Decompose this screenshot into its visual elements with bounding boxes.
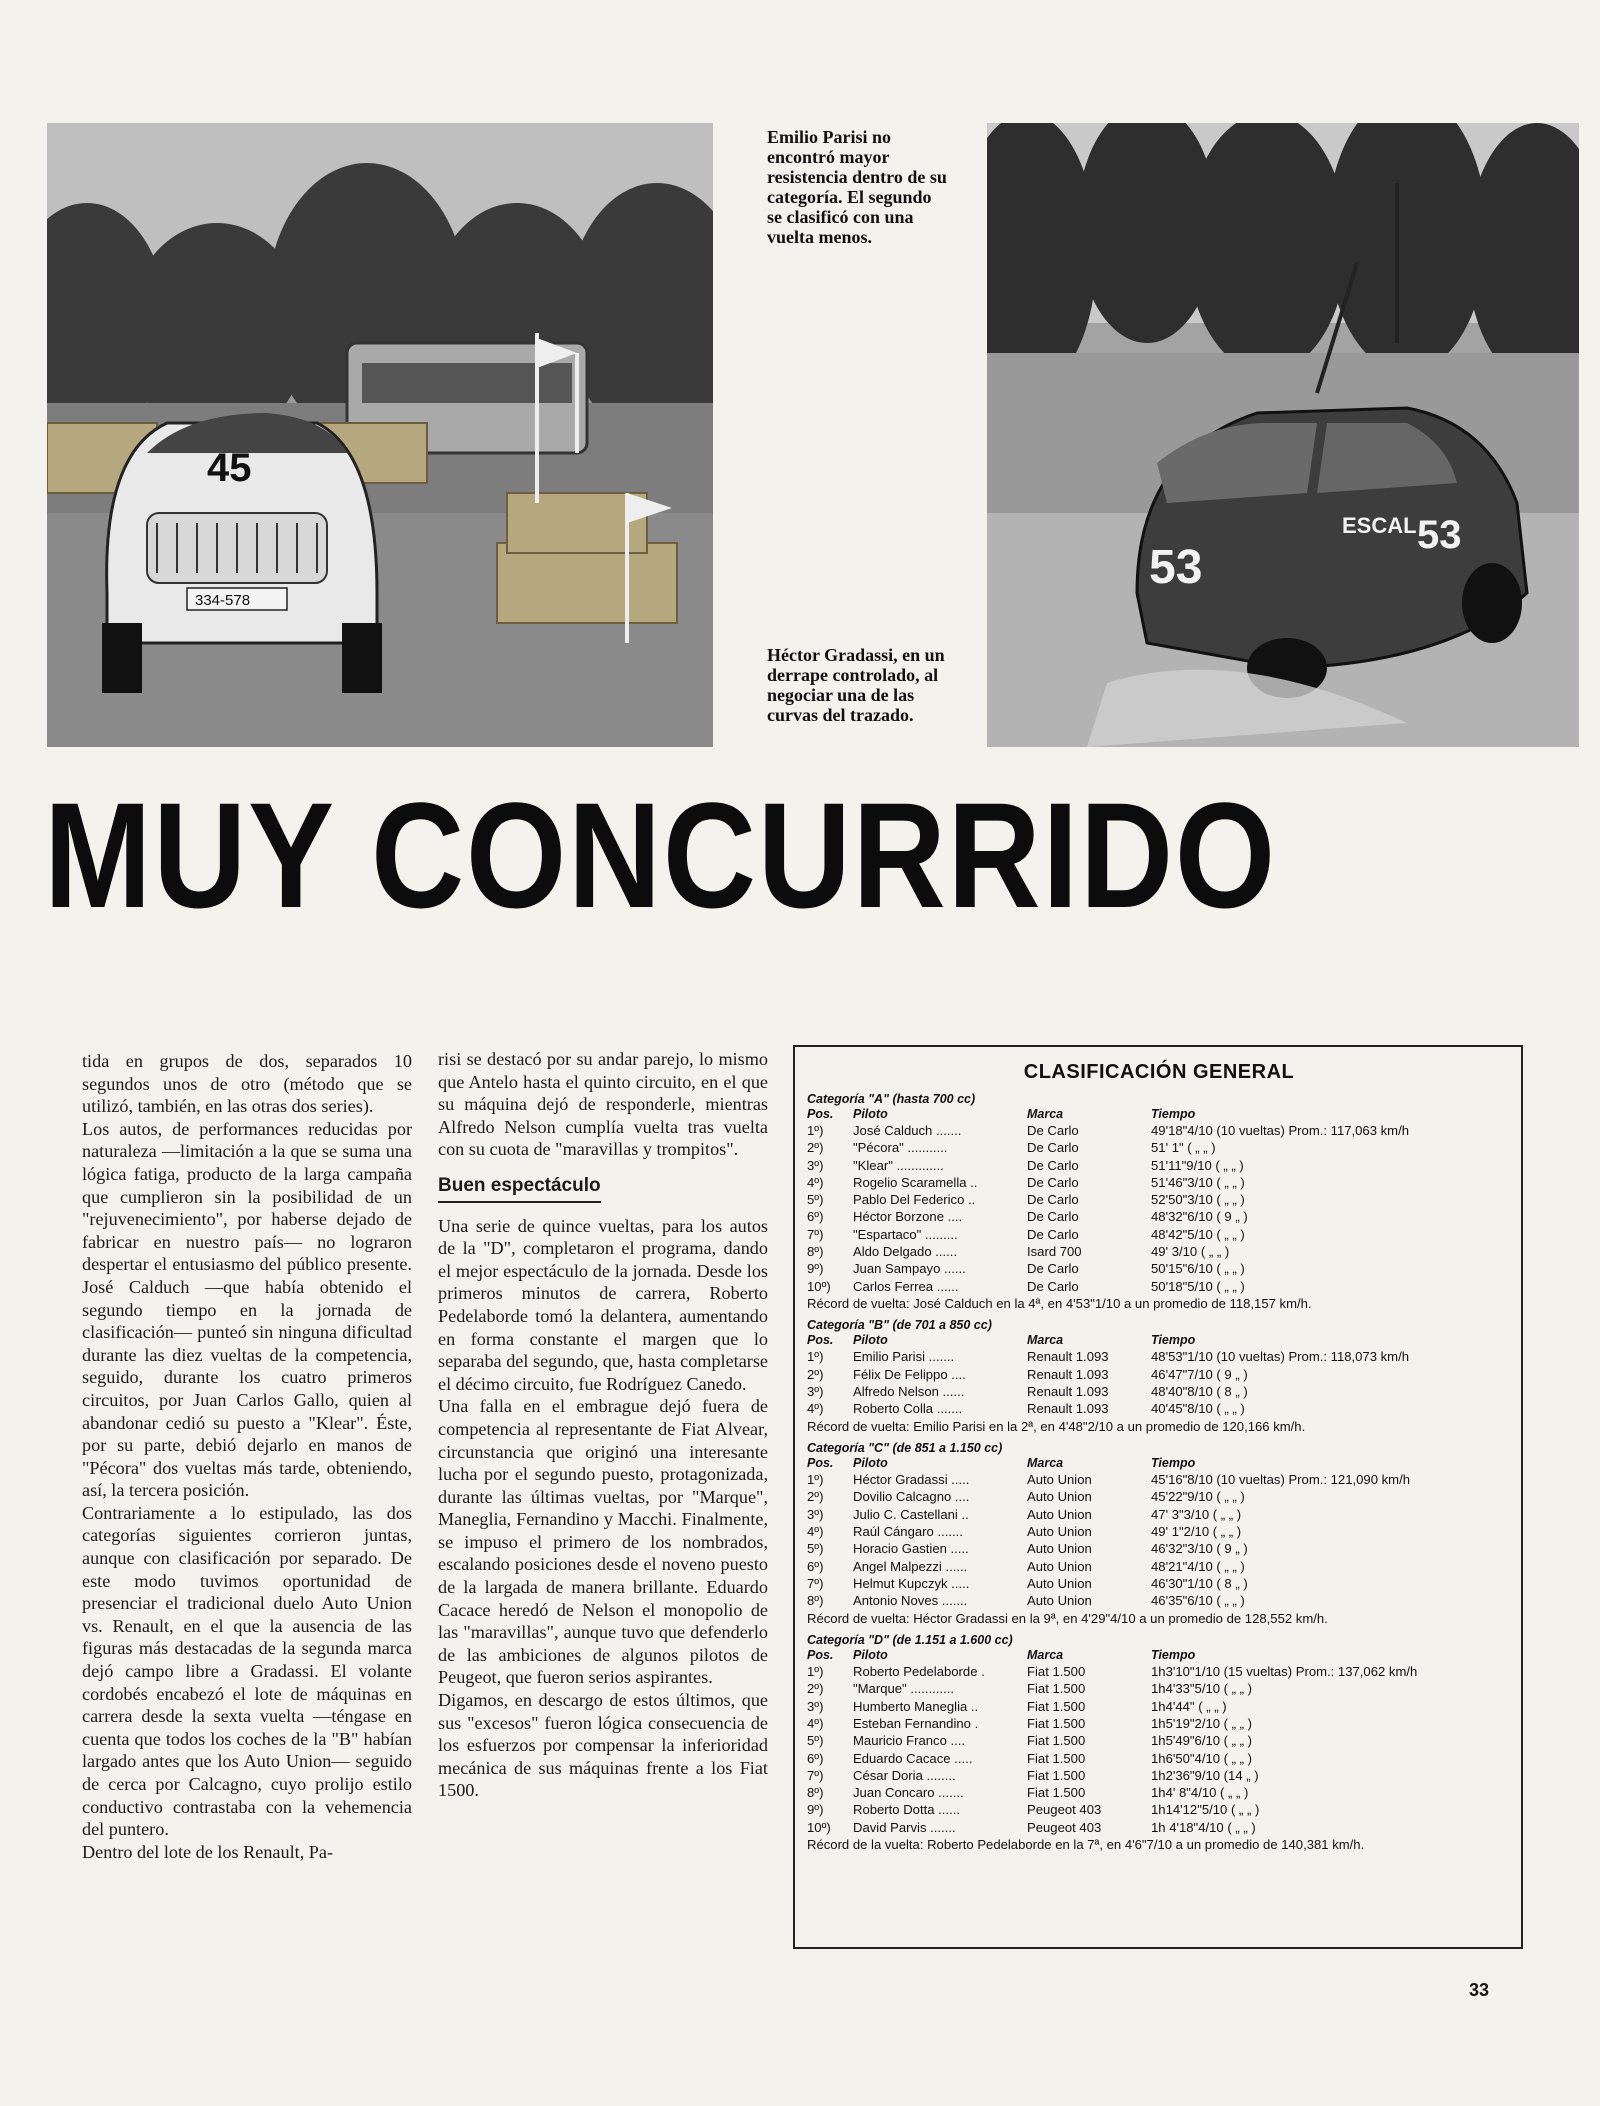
classification-box bbox=[793, 1045, 1523, 1949]
cell-tiempo: 1h3'10"1/10 (15 vueltas) Prom.: 137,062 km/h bbox=[1151, 1664, 1418, 1680]
cell-tiempo: 51'46"3/10 ( „ „ ) bbox=[1151, 1174, 1245, 1190]
cell-marca: Peugeot 403 bbox=[1027, 1802, 1102, 1818]
cell-pos: 8º) bbox=[807, 1593, 824, 1609]
paragraph: risi se destacó por su andar parejo, lo mismo que Antelo hasta el quinto circuito, en el que su máquina dejó de responderle, mientras Alfredo Nelson cumplía vuelta tras vuelta con su cuota de "maravillas y trompitos". bbox=[438, 1049, 768, 1160]
door-lettering: ESCAL bbox=[1342, 513, 1417, 538]
cell-piloto: José Calduch ....... bbox=[853, 1123, 962, 1138]
cell-tiempo: 48'40"8/10 ( 8 „ ) bbox=[1151, 1384, 1248, 1400]
cell-pos: 8º) bbox=[807, 1244, 824, 1260]
classification-title: CLASIFICACIÓN GENERAL bbox=[1023, 1061, 1295, 1083]
cell-marca: Fiat 1.500 bbox=[1027, 1681, 1086, 1697]
category-heading: Categoría "B" (de 701 a 850 cc) bbox=[807, 1318, 992, 1333]
cell-tiempo: 1h5'19"2/10 ( „ „ ) bbox=[1151, 1715, 1253, 1731]
header-tiempo: Tiempo bbox=[1151, 1333, 1196, 1348]
paragraph: Digamos, en descargo de estos últimos, que sus "excesos" fueron lógica consecuencia de los esfuerzos por compensar la inferioridad mecánica de sus máquinas frente a los Fiat 1500. bbox=[438, 1690, 768, 1801]
cell-tiempo: 50'15"6/10 ( „ „ ) bbox=[1151, 1261, 1245, 1277]
cell-pos: 7º) bbox=[807, 1226, 824, 1242]
cell-tiempo: 46'35"6/10 ( „ „ ) bbox=[1151, 1593, 1245, 1609]
table-row bbox=[807, 1260, 1511, 1277]
cell-pos: 5º) bbox=[807, 1733, 824, 1749]
cell-piloto: Carlos Ferrea ...... bbox=[853, 1278, 959, 1294]
table-row bbox=[807, 1139, 1511, 1156]
cell-pos: 7º) bbox=[807, 1767, 824, 1783]
paragraph: Dentro del lote de los Renault, Pa- bbox=[82, 1841, 334, 1862]
cell-marca: De Carlo bbox=[1027, 1226, 1079, 1242]
cell-marca: De Carlo bbox=[1027, 1278, 1079, 1294]
subhead: Buen espectáculo bbox=[438, 1175, 601, 1203]
table-row bbox=[807, 1157, 1511, 1174]
table-header bbox=[807, 1455, 1511, 1471]
cell-tiempo: 51' 1" ( „ „ ) bbox=[1151, 1140, 1216, 1156]
cell-pos: 1º) bbox=[807, 1123, 824, 1138]
cell-pos: 1º) bbox=[807, 1472, 824, 1488]
cell-marca: Auto Union bbox=[1027, 1575, 1092, 1591]
table-row bbox=[807, 1278, 1511, 1295]
cell-marca: Renault 1.093 bbox=[1027, 1349, 1109, 1365]
cell-marca: De Carlo bbox=[1027, 1174, 1079, 1190]
cell-piloto: Antonio Noves ....... bbox=[853, 1593, 968, 1609]
cell-pos: 10º) bbox=[807, 1819, 831, 1835]
cell-pos: 4º) bbox=[807, 1174, 824, 1190]
cell-tiempo: 1h4' 8"4/10 ( „ „ ) bbox=[1151, 1785, 1249, 1801]
cell-tiempo: 1h4'33"5/10 ( „ „ ) bbox=[1151, 1681, 1253, 1697]
header-piloto: Piloto bbox=[853, 1456, 888, 1471]
cell-tiempo: 49'18"4/10 (10 vueltas) Prom.: 117,063 km/h bbox=[1151, 1123, 1410, 1138]
table-row bbox=[807, 1680, 1511, 1697]
classification-category bbox=[807, 1318, 1511, 1435]
table-row bbox=[807, 1540, 1511, 1557]
classification-categories bbox=[807, 1092, 1511, 1854]
cell-pos: 9º) bbox=[807, 1261, 824, 1277]
cell-pos: 5º) bbox=[807, 1192, 824, 1208]
cell-tiempo: 52'50"3/10 ( „ „ ) bbox=[1151, 1192, 1245, 1208]
header-marca: Marca bbox=[1027, 1648, 1064, 1663]
cell-piloto: Helmut Kupczyk ..... bbox=[853, 1575, 970, 1591]
cell-piloto: Alfredo Nelson ...... bbox=[853, 1384, 965, 1400]
cell-tiempo: 1h4'44" ( „ „ ) bbox=[1151, 1698, 1227, 1714]
paragraph: tida en grupos de dos, separados 10 segundos unos de otro (método que se utilizó, también, en las otras dos series). bbox=[82, 1051, 412, 1117]
cell-piloto: Angel Malpezzi ...... bbox=[853, 1558, 968, 1574]
cell-marca: Auto Union bbox=[1027, 1489, 1092, 1505]
cell-marca: Auto Union bbox=[1027, 1558, 1092, 1574]
table-row bbox=[807, 1663, 1511, 1680]
cell-piloto: Aldo Delgado ...... bbox=[853, 1244, 958, 1260]
cell-pos: 6º) bbox=[807, 1750, 824, 1766]
table-row bbox=[807, 1558, 1511, 1575]
table-row bbox=[807, 1383, 1511, 1400]
cell-pos: 3º) bbox=[807, 1157, 824, 1173]
table-row bbox=[807, 1592, 1511, 1609]
cell-piloto: Raúl Cángaro ....... bbox=[853, 1524, 963, 1540]
cell-marca: De Carlo bbox=[1027, 1192, 1079, 1208]
cell-pos: 7º) bbox=[807, 1575, 824, 1591]
cell-piloto: Mauricio Franco .... bbox=[853, 1733, 966, 1749]
cell-marca: De Carlo bbox=[1027, 1140, 1079, 1156]
cell-tiempo: 1h2'36"9/10 (14 „ ) bbox=[1151, 1767, 1259, 1783]
cell-marca: Auto Union bbox=[1027, 1524, 1092, 1540]
cell-pos: 6º) bbox=[807, 1209, 824, 1225]
cell-piloto: Eduardo Cacace ..... bbox=[853, 1750, 973, 1766]
classification-category bbox=[807, 1633, 1511, 1853]
car-number-left: 45 bbox=[207, 446, 252, 490]
table-row bbox=[807, 1348, 1511, 1365]
table-row bbox=[807, 1226, 1511, 1243]
cell-tiempo: 45'16"8/10 (10 vueltas) Prom.: 121,090 km/h bbox=[1151, 1472, 1410, 1488]
cell-tiempo: 46'47"7/10 ( 9 „ ) bbox=[1151, 1366, 1248, 1382]
cell-tiempo: 46'32"3/10 ( 9 „ ) bbox=[1151, 1541, 1248, 1557]
cell-piloto: Roberto Colla ....... bbox=[853, 1401, 963, 1417]
cell-marca: Fiat 1.500 bbox=[1027, 1715, 1086, 1731]
cell-pos: 3º) bbox=[807, 1384, 824, 1400]
header-pos: Pos. bbox=[807, 1333, 834, 1348]
cell-tiempo: 46'30"1/10 ( 8 „ ) bbox=[1151, 1575, 1248, 1591]
cell-pos: 1º) bbox=[807, 1664, 824, 1680]
cell-tiempo: 40'45"8/10 ( „ „ ) bbox=[1151, 1401, 1245, 1417]
caption-bottom: Héctor Gradassi, en un derrape controlado, al negociar una de las curvas del trazado. bbox=[767, 645, 945, 725]
table-row bbox=[807, 1732, 1511, 1749]
cell-marca: Fiat 1.500 bbox=[1027, 1733, 1086, 1749]
table-row bbox=[807, 1122, 1511, 1139]
cell-marca: De Carlo bbox=[1027, 1209, 1079, 1225]
header-marca: Marca bbox=[1027, 1333, 1064, 1348]
cell-tiempo: 1h6'50"4/10 ( „ „ ) bbox=[1151, 1750, 1253, 1766]
page-number: 33 bbox=[1469, 1980, 1490, 2000]
table-row bbox=[807, 1208, 1511, 1225]
cell-pos: 10º) bbox=[807, 1278, 831, 1294]
cell-marca: De Carlo bbox=[1027, 1157, 1079, 1173]
lap-record: Récord de vuelta: Emilio Parisi en la 2ª, en 4'48"2/10 a un promedio de 120,166 km/h. bbox=[807, 1418, 1306, 1434]
cell-pos: 5º) bbox=[807, 1541, 824, 1557]
table-header bbox=[807, 1106, 1511, 1122]
cell-tiempo: 49' 3/10 ( „ „ ) bbox=[1151, 1244, 1230, 1260]
cell-pos: 2º) bbox=[807, 1140, 824, 1156]
table-row bbox=[807, 1523, 1511, 1540]
cell-marca: Isard 700 bbox=[1027, 1244, 1082, 1260]
cell-marca: Fiat 1.500 bbox=[1027, 1750, 1086, 1766]
header-tiempo: Tiempo bbox=[1151, 1107, 1196, 1121]
headline: MUY CONCURRIDO bbox=[44, 771, 1277, 939]
cell-pos: 2º) bbox=[807, 1366, 824, 1382]
cell-piloto: "Pécora" ........... bbox=[853, 1140, 948, 1156]
cell-piloto: Roberto Dotta ...... bbox=[853, 1802, 960, 1818]
cell-piloto: Héctor Gradassi ..... bbox=[853, 1472, 970, 1488]
cell-piloto: Juan Sampayo ...... bbox=[853, 1261, 966, 1277]
cell-pos: 8º) bbox=[807, 1785, 824, 1801]
classification-category bbox=[807, 1092, 1511, 1312]
cell-piloto: "Klear" ............. bbox=[853, 1157, 944, 1173]
header-pos: Pos. bbox=[807, 1648, 834, 1663]
paragraph: Una falla en el embrague dejó fuera de competencia al representante de Fiat Alvear, circunstancia que originó una interesante lucha por el segundo puesto, protagonizada, durante las últimas vueltas, por "Marque", Maneglia, Fernandino y Macchi. Finalmente, se impuso el primero de los nombrados, escalando posiciones desde el noveno puesto de la largada de manera brillante. Eduardo Cacace heredó de Nelson el monopolio de las "maravillas", aunque tuvo que defenderlo de las ambiciones de algunos pilotos de Peugeot, que fueron serios aspirantes. bbox=[438, 1396, 768, 1688]
table-row bbox=[807, 1366, 1511, 1383]
header-tiempo: Tiempo bbox=[1151, 1456, 1196, 1471]
table-row bbox=[807, 1243, 1511, 1260]
cell-tiempo: 1h 4'18"4/10 ( „ „ ) bbox=[1151, 1819, 1256, 1835]
cell-marca: Renault 1.093 bbox=[1027, 1384, 1109, 1400]
cell-marca: Fiat 1.500 bbox=[1027, 1664, 1086, 1680]
cell-tiempo: 51'11"9/10 ( „ „ ) bbox=[1151, 1157, 1244, 1173]
table-row bbox=[807, 1767, 1511, 1784]
cell-marca: Auto Union bbox=[1027, 1541, 1092, 1557]
cell-pos: 3º) bbox=[807, 1506, 824, 1522]
header-tiempo: Tiempo bbox=[1151, 1648, 1196, 1663]
table-row bbox=[807, 1471, 1511, 1488]
table-row bbox=[807, 1191, 1511, 1208]
article-column-1 bbox=[82, 1050, 412, 1863]
cell-marca: Auto Union bbox=[1027, 1472, 1092, 1488]
category-heading: Categoría "C" (de 851 a 1.150 cc) bbox=[807, 1441, 1003, 1456]
table-row bbox=[807, 1819, 1511, 1836]
cell-tiempo: 48'42"5/10 ( „ „ ) bbox=[1151, 1226, 1245, 1242]
table-row bbox=[807, 1506, 1511, 1523]
header-piloto: Piloto bbox=[853, 1648, 888, 1663]
cell-piloto: Félix De Felippo .... bbox=[853, 1366, 966, 1382]
table-row bbox=[807, 1488, 1511, 1505]
cell-tiempo: 48'21"4/10 ( „ „ ) bbox=[1151, 1558, 1245, 1574]
cell-tiempo: 1h5'49"6/10 ( „ „ ) bbox=[1151, 1733, 1253, 1749]
cell-piloto: Horacio Gastien ..... bbox=[853, 1541, 969, 1557]
cell-pos: 6º) bbox=[807, 1558, 824, 1574]
table-row bbox=[807, 1784, 1511, 1801]
cell-marca: Renault 1.093 bbox=[1027, 1401, 1109, 1417]
cell-pos: 2º) bbox=[807, 1489, 824, 1505]
cell-piloto: Juan Concaro ....... bbox=[853, 1785, 964, 1801]
cell-marca: De Carlo bbox=[1027, 1123, 1079, 1138]
lap-record: Récord de vuelta: Héctor Gradassi en la 9ª, en 4'29"4/10 a un promedio de 128,552 km/h. bbox=[807, 1610, 1328, 1626]
cell-piloto: Esteban Fernandino . bbox=[853, 1715, 979, 1731]
cell-marca: Renault 1.093 bbox=[1027, 1366, 1109, 1382]
cell-piloto: "Espartaco" ......... bbox=[853, 1226, 958, 1242]
lap-record: Récord de la vuelta: Roberto Pedelaborde en la 7ª, en 4'6"7/10 a un promedio de 140,381 km/h. bbox=[807, 1837, 1365, 1852]
cell-pos: 4º) bbox=[807, 1715, 824, 1731]
category-heading: Categoría "D" (de 1.151 a 1.600 cc) bbox=[807, 1633, 1013, 1648]
classification-category bbox=[807, 1441, 1511, 1627]
cell-tiempo: 45'22"9/10 ( „ „ ) bbox=[1151, 1489, 1245, 1505]
table-header bbox=[807, 1332, 1511, 1348]
cell-piloto: Pablo Del Federico .. bbox=[853, 1192, 976, 1208]
license-plate: 334-578 bbox=[195, 592, 251, 609]
cell-piloto: Roberto Pedelaborde . bbox=[853, 1664, 985, 1680]
car-number-side: 53 bbox=[1417, 513, 1462, 557]
cell-pos: 4º) bbox=[807, 1524, 824, 1540]
table-row bbox=[807, 1698, 1511, 1715]
header-marca: Marca bbox=[1027, 1456, 1064, 1471]
table-row bbox=[807, 1715, 1511, 1732]
cell-marca: Fiat 1.500 bbox=[1027, 1785, 1086, 1801]
paragraph: Los autos, de performances reducidas por naturaleza —limitación a la que se suma una lógica fatiga, producto de la larga campaña que cumplieron sin la posibilidad de un "rejuvenecimiento", por haberse dejado de fabricar en nuestro país— no lograron despertar el entusiasmo del público presente. José Calduch —que había obtenido el segundo tiempo en la jornada de clasificación— punteó sin ninguna dificultad durante las diez vueltas de la competencia, seguido, durante los cuatro primeros circuitos, por Juan Carlos Gallo, quien al abandonar cedió su puesto a "Klear". Éste, por su parte, debió dejarlo en manos de "Pécora" dos vueltas más tarde, obteniendo, así, la tercera posición. bbox=[82, 1118, 412, 1501]
table-row bbox=[807, 1400, 1511, 1417]
cell-piloto: Emilio Parisi ....... bbox=[853, 1349, 955, 1365]
paragraph: Contrariamente a lo estipulado, las dos categorías siguientes corrieron juntas, aunque con clasificación por separado. De este modo tuvimos oportunidad de presenciar el tradicional duelo Auto Union vs. Renault, en el que la ausencia de las figuras más destacadas de la segunda marca dejó campo libre a Gradassi. El volante cordobés encabezó el lote de máquinas en carrera desde la sexta vuelta —téngase en cuenta que todos los coches de la "B" habían largado antes que los Auto Union— seguido de cerca por Calcagno, cuyo prolijo estilo conductivo contrastaba con la vehemencia del puntero. bbox=[82, 1502, 412, 1840]
cell-marca: De Carlo bbox=[1027, 1261, 1079, 1277]
cell-tiempo: 49' 1"2/10 ( „ „ ) bbox=[1151, 1524, 1242, 1540]
header-pos: Pos. bbox=[807, 1107, 834, 1121]
cell-pos: 3º) bbox=[807, 1698, 824, 1714]
table-header bbox=[807, 1647, 1511, 1663]
photo-car-45 bbox=[47, 123, 713, 747]
cell-tiempo: 50'18"5/10 ( „ „ ) bbox=[1151, 1278, 1245, 1294]
table-row bbox=[807, 1174, 1511, 1191]
header-marca: Marca bbox=[1027, 1107, 1064, 1121]
header-piloto: Piloto bbox=[853, 1333, 888, 1348]
car-number-rear: 53 bbox=[1149, 541, 1203, 594]
cell-tiempo: 1h14'12"5/10 ( „ „ ) bbox=[1151, 1802, 1260, 1818]
cell-tiempo: 47' 3"3/10 ( „ „ ) bbox=[1151, 1506, 1242, 1522]
cell-pos: 9º) bbox=[807, 1802, 824, 1818]
cell-marca: Auto Union bbox=[1027, 1593, 1092, 1609]
category-heading: Categoría "A" (hasta 700 cc) bbox=[807, 1092, 976, 1106]
cell-piloto: César Doria ........ bbox=[853, 1767, 956, 1783]
paragraph: Una serie de quince vueltas, para los autos de la "D", completaron el programa, dando el mejor espectáculo de la jornada. Desde los primeros minutos de carrera, Roberto Pedelaborde tomó la delantera, aumentando en forma constante el margen que lo separaba del segundo, que, hasta completarse el décimo circuito, fue Rodríguez Canedo. bbox=[438, 1215, 768, 1394]
cell-pos: 2º) bbox=[807, 1681, 824, 1697]
caption-top: Emilio Parisi no encontró mayor resistencia dentro de su categoría. El segundo se clasificó con una vuelta menos. bbox=[767, 127, 947, 247]
table-row bbox=[807, 1801, 1511, 1818]
cell-marca: Auto Union bbox=[1027, 1506, 1092, 1522]
cell-piloto: Dovilio Calcagno .... bbox=[853, 1489, 970, 1505]
cell-tiempo: 48'32"6/10 ( 9 „ ) bbox=[1151, 1209, 1248, 1225]
cell-piloto: Humberto Maneglia .. bbox=[853, 1698, 979, 1714]
cell-piloto: Héctor Borzone .... bbox=[853, 1209, 963, 1225]
cell-pos: 4º) bbox=[807, 1401, 824, 1417]
cell-piloto: "Marque" ............ bbox=[853, 1681, 954, 1697]
article-column-2 bbox=[438, 1048, 768, 1802]
table-row bbox=[807, 1575, 1511, 1592]
cell-piloto: Rogelio Scaramella .. bbox=[853, 1174, 978, 1190]
cell-tiempo: 48'53"1/10 (10 vueltas) Prom.: 118,073 km/h bbox=[1151, 1349, 1410, 1365]
table-row bbox=[807, 1750, 1511, 1767]
lap-record: Récord de vuelta: José Calduch en la 4ª, en 4'53"1/10 a un promedio de 118,157 km/h. bbox=[807, 1295, 1312, 1311]
cell-pos: 1º) bbox=[807, 1349, 824, 1365]
cell-marca: Peugeot 403 bbox=[1027, 1819, 1102, 1835]
cell-piloto: Julio C. Castellani .. bbox=[853, 1506, 969, 1522]
photo-car-53 bbox=[987, 123, 1579, 747]
cell-marca: Fiat 1.500 bbox=[1027, 1698, 1086, 1714]
cell-marca: Fiat 1.500 bbox=[1027, 1767, 1086, 1783]
cell-piloto: David Parvis ....... bbox=[853, 1819, 956, 1835]
header-piloto: Piloto bbox=[853, 1107, 888, 1121]
header-pos: Pos. bbox=[807, 1456, 834, 1471]
